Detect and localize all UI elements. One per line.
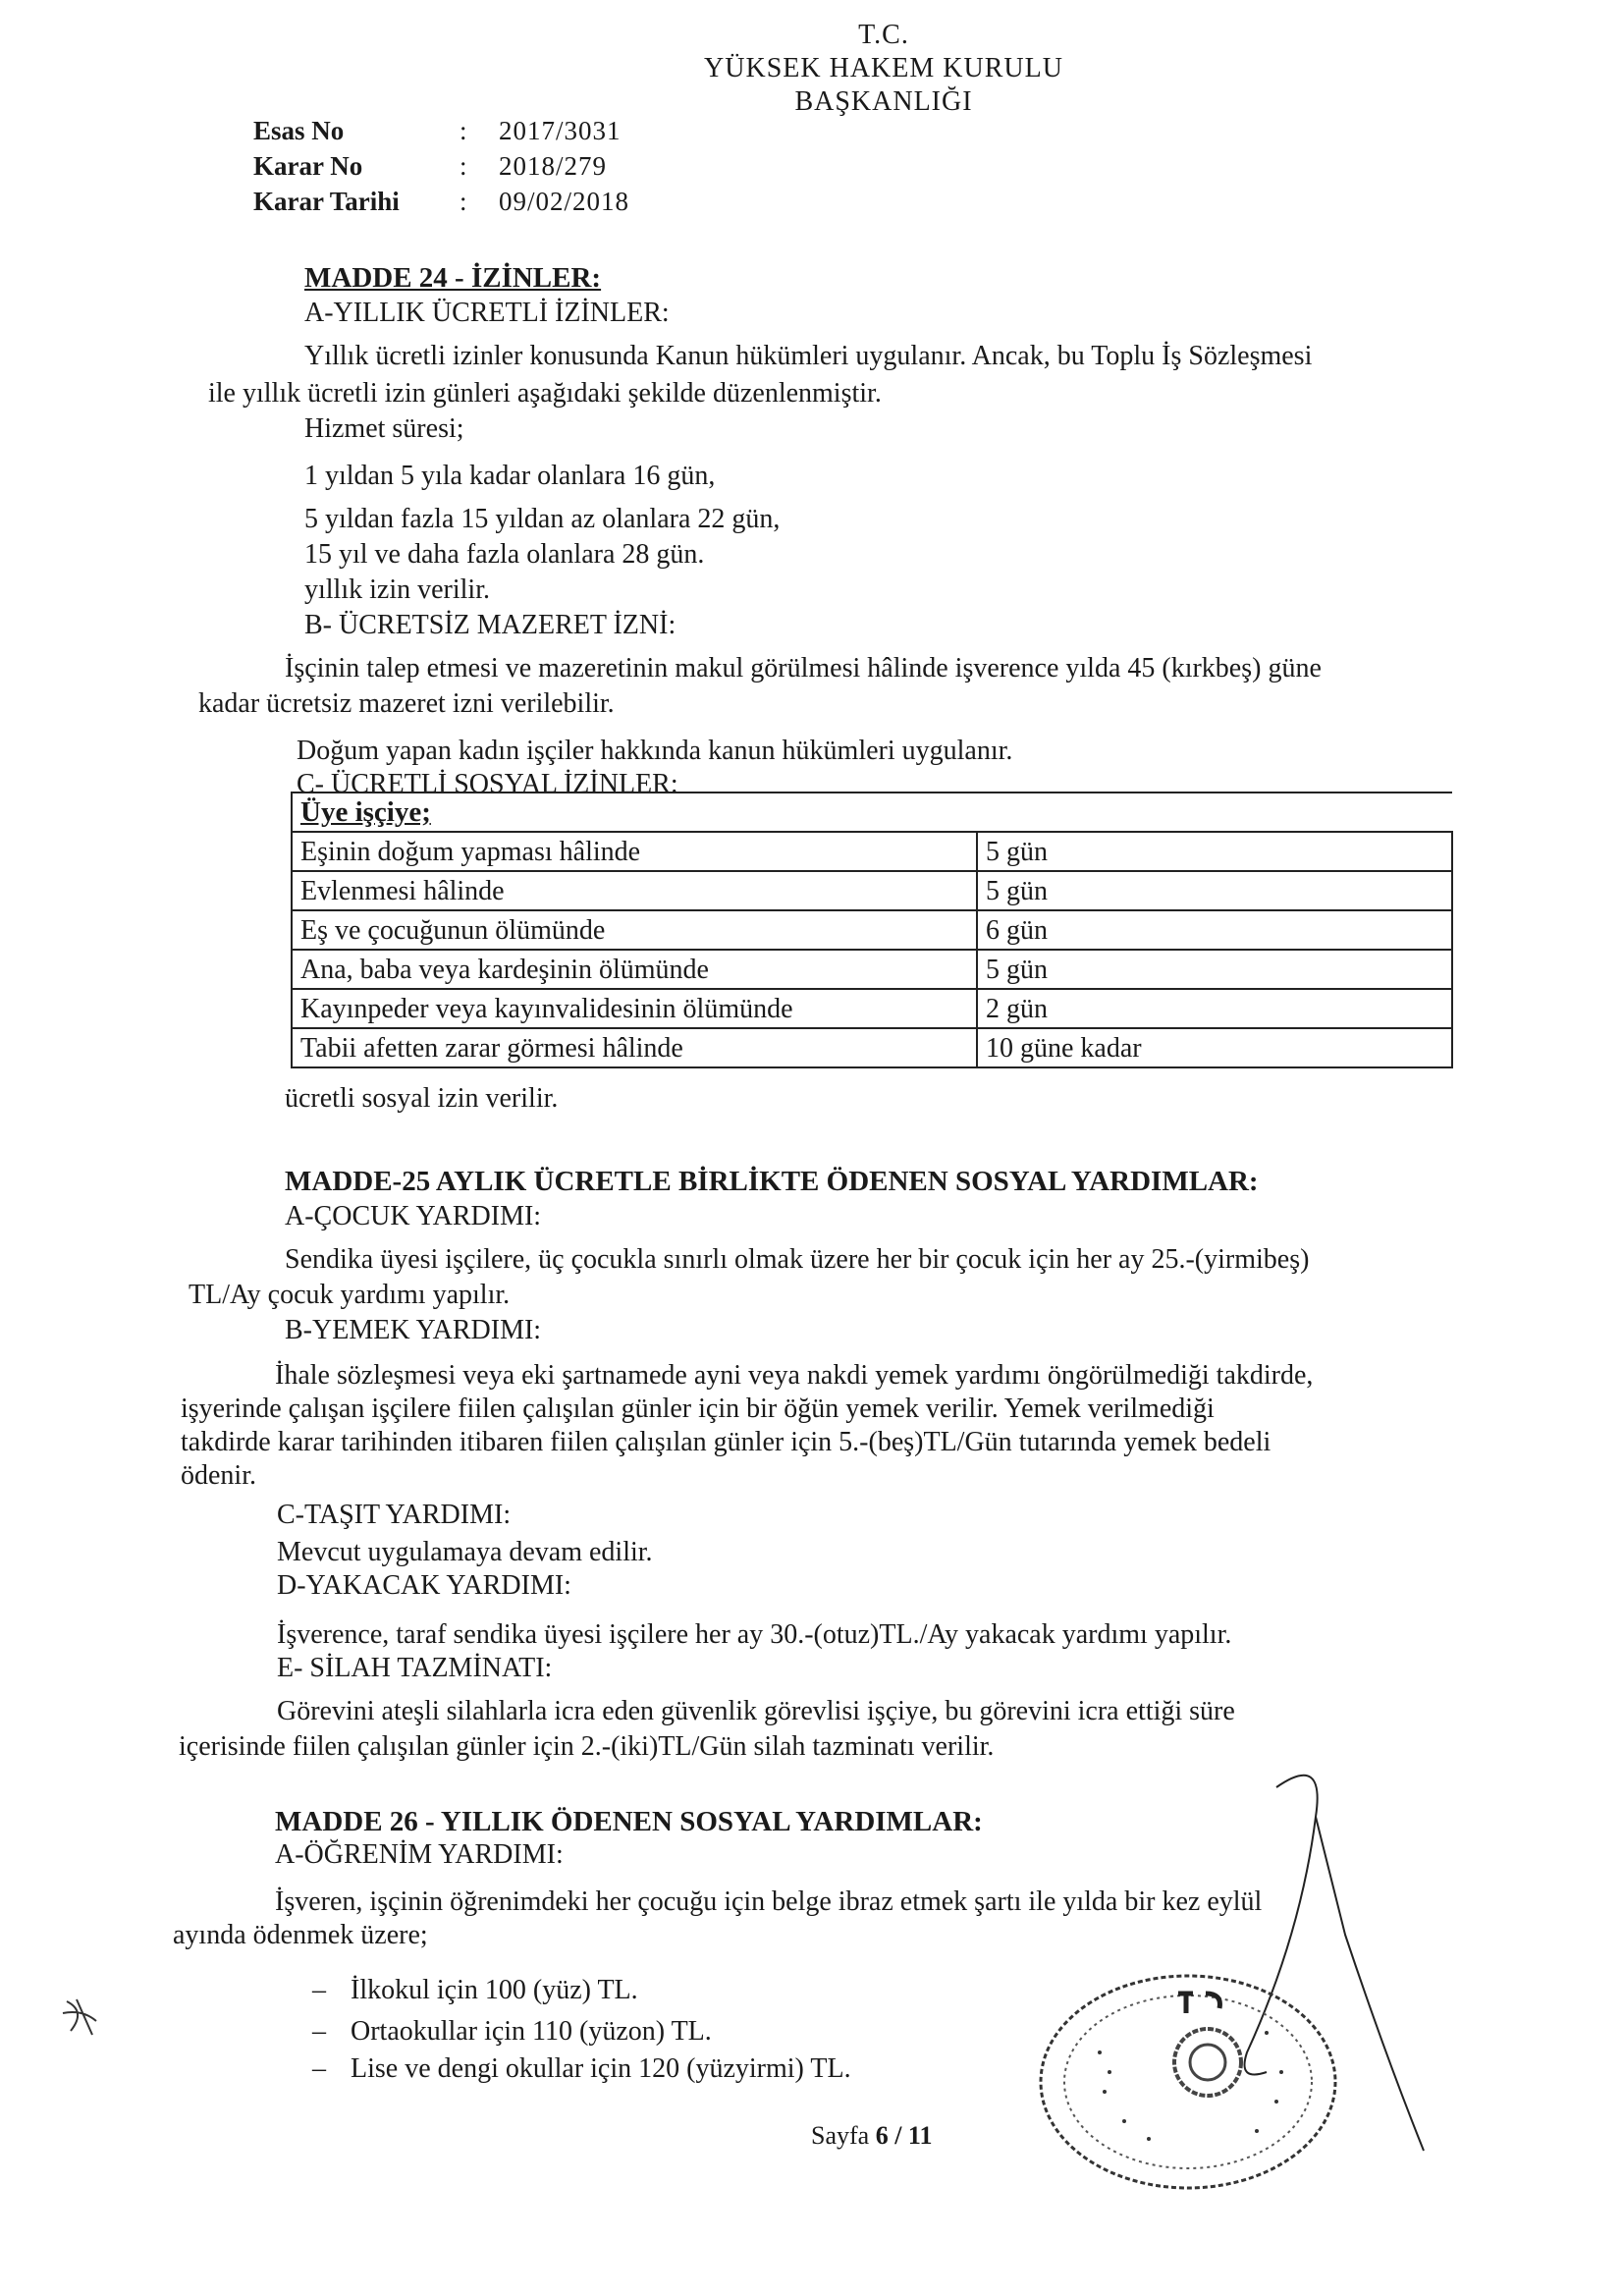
table-cell-case: Eş ve çocuğunun ölümünde [292, 910, 977, 950]
table-cell-case: Evlenmesi hâlinde [292, 871, 977, 910]
paragraph-line: TL/Ay çocuk yardımı yapılır. [189, 1280, 511, 1310]
header-line-2: YÜKSEK HAKEM KURULU [704, 53, 1063, 83]
case-meta [253, 116, 744, 234]
initials-mark [57, 1992, 106, 2041]
table-cell-days: 6 gün [977, 910, 1452, 950]
paragraph-line: İşveren, işçinin öğrenimdeki her çocuğu için belge ibraz etmek şartı ile yılda bir kez eylül [275, 1886, 1263, 1917]
list-item [312, 1974, 638, 2007]
table-cell-case: Kayınpeder veya kayınvalidesinin ölümünde [292, 989, 977, 1028]
paragraph-line: İşçinin talep etmesi ve mazeretinin makul görülmesi hâlinde işverence yılda 45 (kırkbeş) güne [285, 653, 1322, 683]
list-item-text: İlkokul için 100 (yüz) TL. [351, 1975, 638, 2005]
table-row [292, 989, 1452, 1028]
paragraph-line: 1 yıldan 5 yıla kadar olanlara 16 gün, [304, 461, 716, 491]
page-number [811, 2121, 933, 2151]
list-item-text: Lise ve dengi okullar için 120 (yüzyirmi) TL. [351, 2053, 851, 2084]
list-item [312, 2015, 712, 2049]
table-row [292, 1028, 1452, 1067]
section-a-title: A-ÖĞRENİM YARDIMI: [275, 1839, 564, 1870]
article-25-title: MADDE-25 AYLIK ÜCRETLE BİRLİKTE ÖDENEN SOSYAL YARDIMLAR: [285, 1166, 1259, 1197]
table-cell-case: Ana, baba veya kardeşinin ölümünde [292, 950, 977, 989]
meta-esas [253, 116, 744, 149]
section-c-title: C- ÜCRETLİ SOSYAL İZİNLER: [297, 769, 678, 799]
paragraph-line: işyerinde çalışan işçilere fiilen çalışılan günler için bir öğün yemek verilir. Yemek verilmediği [181, 1394, 1215, 1424]
meta-label: Karar No [253, 151, 363, 181]
table-cell-days: 2 gün [977, 989, 1452, 1028]
section-a-title: A-YILLIK ÜCRETLİ İZİNLER: [304, 298, 670, 328]
list-item [312, 2052, 851, 2086]
meta-sep: : [460, 151, 467, 181]
table-header-row [292, 793, 1452, 832]
paragraph-line: kadar ücretsiz mazeret izni verilebilir. [198, 688, 615, 719]
paragraph-line: içerisinde fiilen çalışılan günler için 2.-(iki)TL/Gün silah tazminatı verilir. [179, 1731, 995, 1762]
meta-sep: : [460, 187, 467, 216]
table-row [292, 871, 1452, 910]
social-leave-table [291, 792, 1453, 1068]
meta-value: 2017/3031 [499, 116, 622, 145]
table-row [292, 832, 1452, 871]
table-cell-days: 5 gün [977, 871, 1452, 910]
list-dash: – [312, 2053, 326, 2084]
paragraph-line: İhale sözleşmesi veya eki şartnamede ayni veya nakdi yemek yardımı öngörülmediği takdirde, [275, 1360, 1314, 1391]
meta-label: Karar Tarihi [253, 187, 400, 216]
list-dash: – [312, 1975, 326, 2005]
paragraph-line: yıllık izin verilir. [304, 574, 490, 605]
article-24-title: MADDE 24 - İZİNLER: [304, 262, 602, 294]
paragraph-line: 15 yıl ve daha fazla olanlara 28 gün. [304, 539, 705, 570]
paragraph-line: ödenir. [181, 1460, 256, 1491]
paragraph-line: Yıllık ücretli izinler konusunda Kanun hükümleri uygulanır. Ancak, bu Toplu İş Sözleşmesi [304, 341, 1313, 371]
paragraph-line: Hizmet süresi; [304, 413, 464, 444]
section-b-title: B- ÜCRETSİZ MAZERET İZNİ: [304, 610, 676, 640]
paragraph-line: ücretli sosyal izin verilir. [285, 1083, 559, 1114]
official-seal-stamp [1031, 1964, 1345, 2200]
section-a-title: A-ÇOCUK YARDIMI: [285, 1201, 542, 1231]
section-d-title: D-YAKACAK YARDIMI: [277, 1570, 571, 1601]
meta-label: Esas No [253, 116, 345, 145]
section-e-title: E- SİLAH TAZMİNATI: [277, 1653, 553, 1683]
table-cell-case: Eşinin doğum yapması hâlinde [292, 832, 977, 871]
table-row [292, 950, 1452, 989]
table-header-label: Üye işçiye; [300, 796, 431, 828]
paragraph-line: İşverence, taraf sendika üyesi işçilere her ay 30.-(otuz)TL./Ay yakacak yardımı yapılır. [277, 1619, 1232, 1650]
paragraph-line: takdirde karar tarihinden itibaren fiilen çalışılan günler için 5.-(beş)TL/Gün tutarında yemek bedeli [181, 1427, 1271, 1457]
section-b-title: B-YEMEK YARDIMI: [285, 1315, 542, 1345]
meta-tarih [253, 187, 744, 220]
list-item-text: Ortaokullar için 110 (yüzon) TL. [351, 2016, 712, 2047]
paragraph-line: Sendika üyesi işçilere, üç çocukla sınırlı olmak üzere her bir çocuk için her ay 25.-(yirmibeş) [285, 1244, 1310, 1275]
meta-value: 09/02/2018 [499, 187, 630, 216]
list-dash: – [312, 2016, 326, 2047]
article-26-title: MADDE 26 - YILLIK ÖDENEN SOSYAL YARDIMLAR: [275, 1806, 983, 1837]
header-line-3: BAŞKANLIĞI [794, 86, 973, 117]
page-label: Sayfa [811, 2121, 870, 2150]
table-header-cell [292, 793, 1452, 832]
header-line-1: T.C. [858, 20, 909, 50]
paragraph-line: Mevcut uygulamaya devam edilir. [277, 1537, 653, 1567]
paragraph-line: ayında ödenmek üzere; [173, 1920, 428, 1950]
table-cell-case: Tabii afetten zarar görmesi hâlinde [292, 1028, 977, 1067]
section-c-title: C-TAŞIT YARDIMI: [277, 1500, 512, 1530]
page-count: 6 / 11 [875, 2121, 933, 2150]
table-cell-days: 10 güne kadar [977, 1028, 1452, 1067]
meta-sep: : [460, 116, 467, 145]
paragraph-line: 5 yıldan fazla 15 yıldan az olanlara 22 gün, [304, 504, 781, 534]
paragraph-line: Doğum yapan kadın işçiler hakkında kanun hükümleri uygulanır. [297, 736, 1013, 766]
table-cell-days: 5 gün [977, 832, 1452, 871]
paragraph-line: ile yıllık ücretli izin günleri aşağıdaki şekilde düzenlenmiştir. [208, 378, 882, 409]
table-cell-days: 5 gün [977, 950, 1452, 989]
meta-value: 2018/279 [499, 151, 608, 181]
meta-karar [253, 151, 744, 185]
table-row [292, 910, 1452, 950]
paragraph-line: Görevini ateşli silahlarla icra eden güvenlik görevlisi işçiye, bu görevini icra ettiği süre [277, 1696, 1235, 1726]
